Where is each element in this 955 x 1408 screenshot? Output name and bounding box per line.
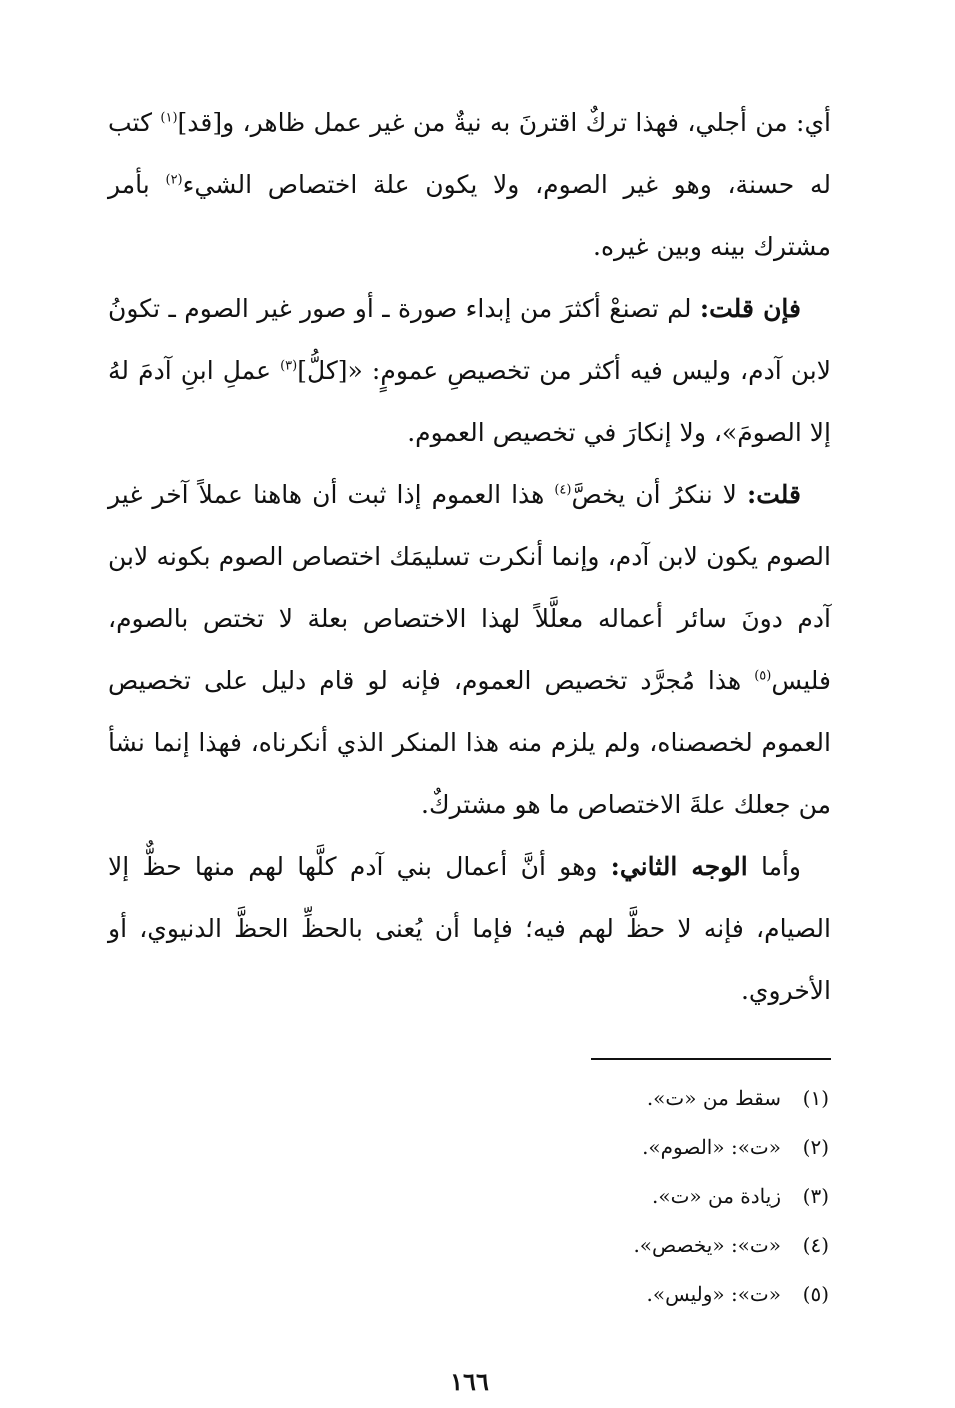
paragraph-3: [108, 464, 831, 836]
footnote-ref-3[interactable]: (٣): [280, 358, 298, 374]
paragraph-3-text-2: هذا العموم إذا ثبت أن هاهنا عملاً آخر غير الصوم يكون لابن آدم، وإنما أنكرت تسليمَك اختصاص الصوم بكونه لابن آدم دونَ سائر أعماله معلَّلاً لهذا الاختصاص بعلة لا تختص بالصوم، فليس: [108, 480, 831, 695]
page-number: ١٦٦: [450, 1367, 489, 1396]
footnote-list: [108, 1074, 831, 1319]
paragraph-4-text: وأما: [747, 852, 802, 881]
footnote-text: «ت»: «يخصص».: [633, 1233, 781, 1257]
paragraph-1-text: أي: من أجلي، فهذا تركٌ اقترنَ به نيةٌ من غير عمل ظاهر، و[قد]: [177, 108, 831, 137]
paragraph-4-lead: الوجه الثاني:: [610, 852, 748, 881]
paragraph-3-lead: قلت:: [746, 480, 801, 509]
footnote-text: «ت»: «وليس».: [646, 1282, 781, 1306]
footnote-item: [108, 1172, 831, 1221]
paragraph-2-text-2: عملِ ابنِ آدمَ لهُ إلا الصومَ»، ولا إنكارَ في تخصيص العموم.: [108, 356, 831, 447]
footnote-number: (٢): [802, 1135, 829, 1159]
paragraph-1: [108, 92, 831, 278]
footnote-number: (١): [802, 1086, 829, 1110]
footnote-number: (٣): [802, 1184, 829, 1208]
footnote-item: [108, 1123, 831, 1172]
paragraph-1-text-3: بأمر مشترك بينه وبين غيره.: [108, 170, 831, 261]
paragraph-4-text-2: وهو أنَّ أعمال بني آدم كلَّها لهم منها حظٌّ إلا الصيام، فإنه لا حظَّ لهم فيه؛ فإما أن يُعنى بالحظِّ الحظَّ الدنيوي، أو الأخروي.: [108, 852, 831, 1005]
paragraph-3-text-3: هذا مُجرَّد تخصيص العموم، فإنه لو قام دليل على تخصيص العموم لخصصناه، ولم يلزم منه هذا المنكر الذي أنكرناه، فهذا إنما نشأ من جعلك علةَ الاختصاص ما هو مشتركٌ.: [108, 666, 831, 819]
footnote-item: [108, 1270, 831, 1319]
footnote-ref-4[interactable]: (٤): [554, 482, 572, 498]
footnote-item: [108, 1074, 831, 1123]
footnote-text: «ت»: «الصوم».: [642, 1135, 781, 1159]
paragraph-2-text: لم تصنعْ أكثرَ من إبداء صورة ـ أو صور غير الصوم ـ تكونُ لابن آدم، وليس فيه أكثر من تخصيصِ عمومٍ: «[كلُّ]: [108, 294, 831, 385]
footnote-separator: [591, 1058, 831, 1060]
paragraph-2: [108, 278, 831, 464]
footnote-item: [108, 1221, 831, 1270]
footnote-number: (٤): [802, 1233, 829, 1257]
footnote-text: زيادة من «ت».: [651, 1184, 781, 1208]
footnote-ref-2[interactable]: (٢): [165, 172, 183, 188]
paragraph-4: [108, 836, 831, 1022]
paragraph-2-lead: فإن قلت:: [699, 294, 802, 323]
footnote-ref-1[interactable]: (١): [160, 110, 178, 126]
paragraph-1-text-2: كتب له حسنة، وهو غير الصوم، ولا يكون علة اختصاص الشيء: [108, 108, 831, 199]
footnote-ref-5[interactable]: (٥): [754, 668, 772, 684]
page-content: [108, 92, 831, 1396]
paragraph-3-text: لا ننكرُ أن يخصَّ: [571, 480, 747, 509]
footnote-number: (٥): [802, 1282, 829, 1306]
footnote-text: سقط من «ت».: [646, 1086, 781, 1110]
